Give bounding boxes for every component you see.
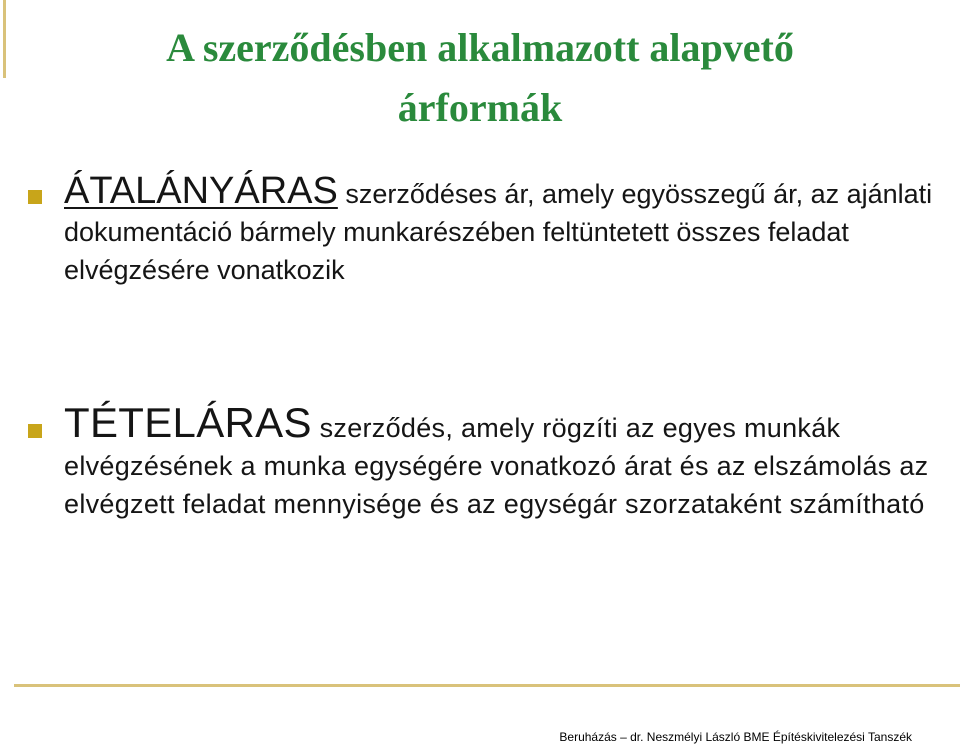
bullet-item-tetelaras	[64, 399, 944, 523]
footer-text: Beruházás – dr. Neszmélyi László BME Építéskivitelezési Tanszék	[559, 730, 912, 744]
square-bullet-icon	[28, 424, 42, 438]
accent-vertical-line	[3, 0, 6, 78]
footer-divider	[14, 684, 960, 687]
bullet-text: szerződés, amely rögzíti az egyes munkák elvégzésének a munka egységére vonatkozó árat és az elszámolás az elvégzett feladat mennyisége és az egységár szorzataként számítható	[64, 413, 929, 519]
square-bullet-icon	[28, 190, 42, 204]
bullet-text: szerződéses ár, amely egyösszegű ár, az ajánlati dokumentáció bármely munkarészében feltüntetett összes feladat elvégzésére vonatkozik	[64, 179, 933, 285]
bullet-term: TÉTELÁRAS	[64, 399, 312, 446]
slide-title	[40, 18, 920, 138]
bullet-item-atalanyaras	[64, 172, 944, 289]
slide-title-line-2: árformák	[397, 85, 563, 130]
bullet-term: ÁTALÁNYÁRAS	[64, 170, 338, 212]
slide-title-line-1: A szerződésben alkalmazott alapvető	[166, 25, 794, 70]
